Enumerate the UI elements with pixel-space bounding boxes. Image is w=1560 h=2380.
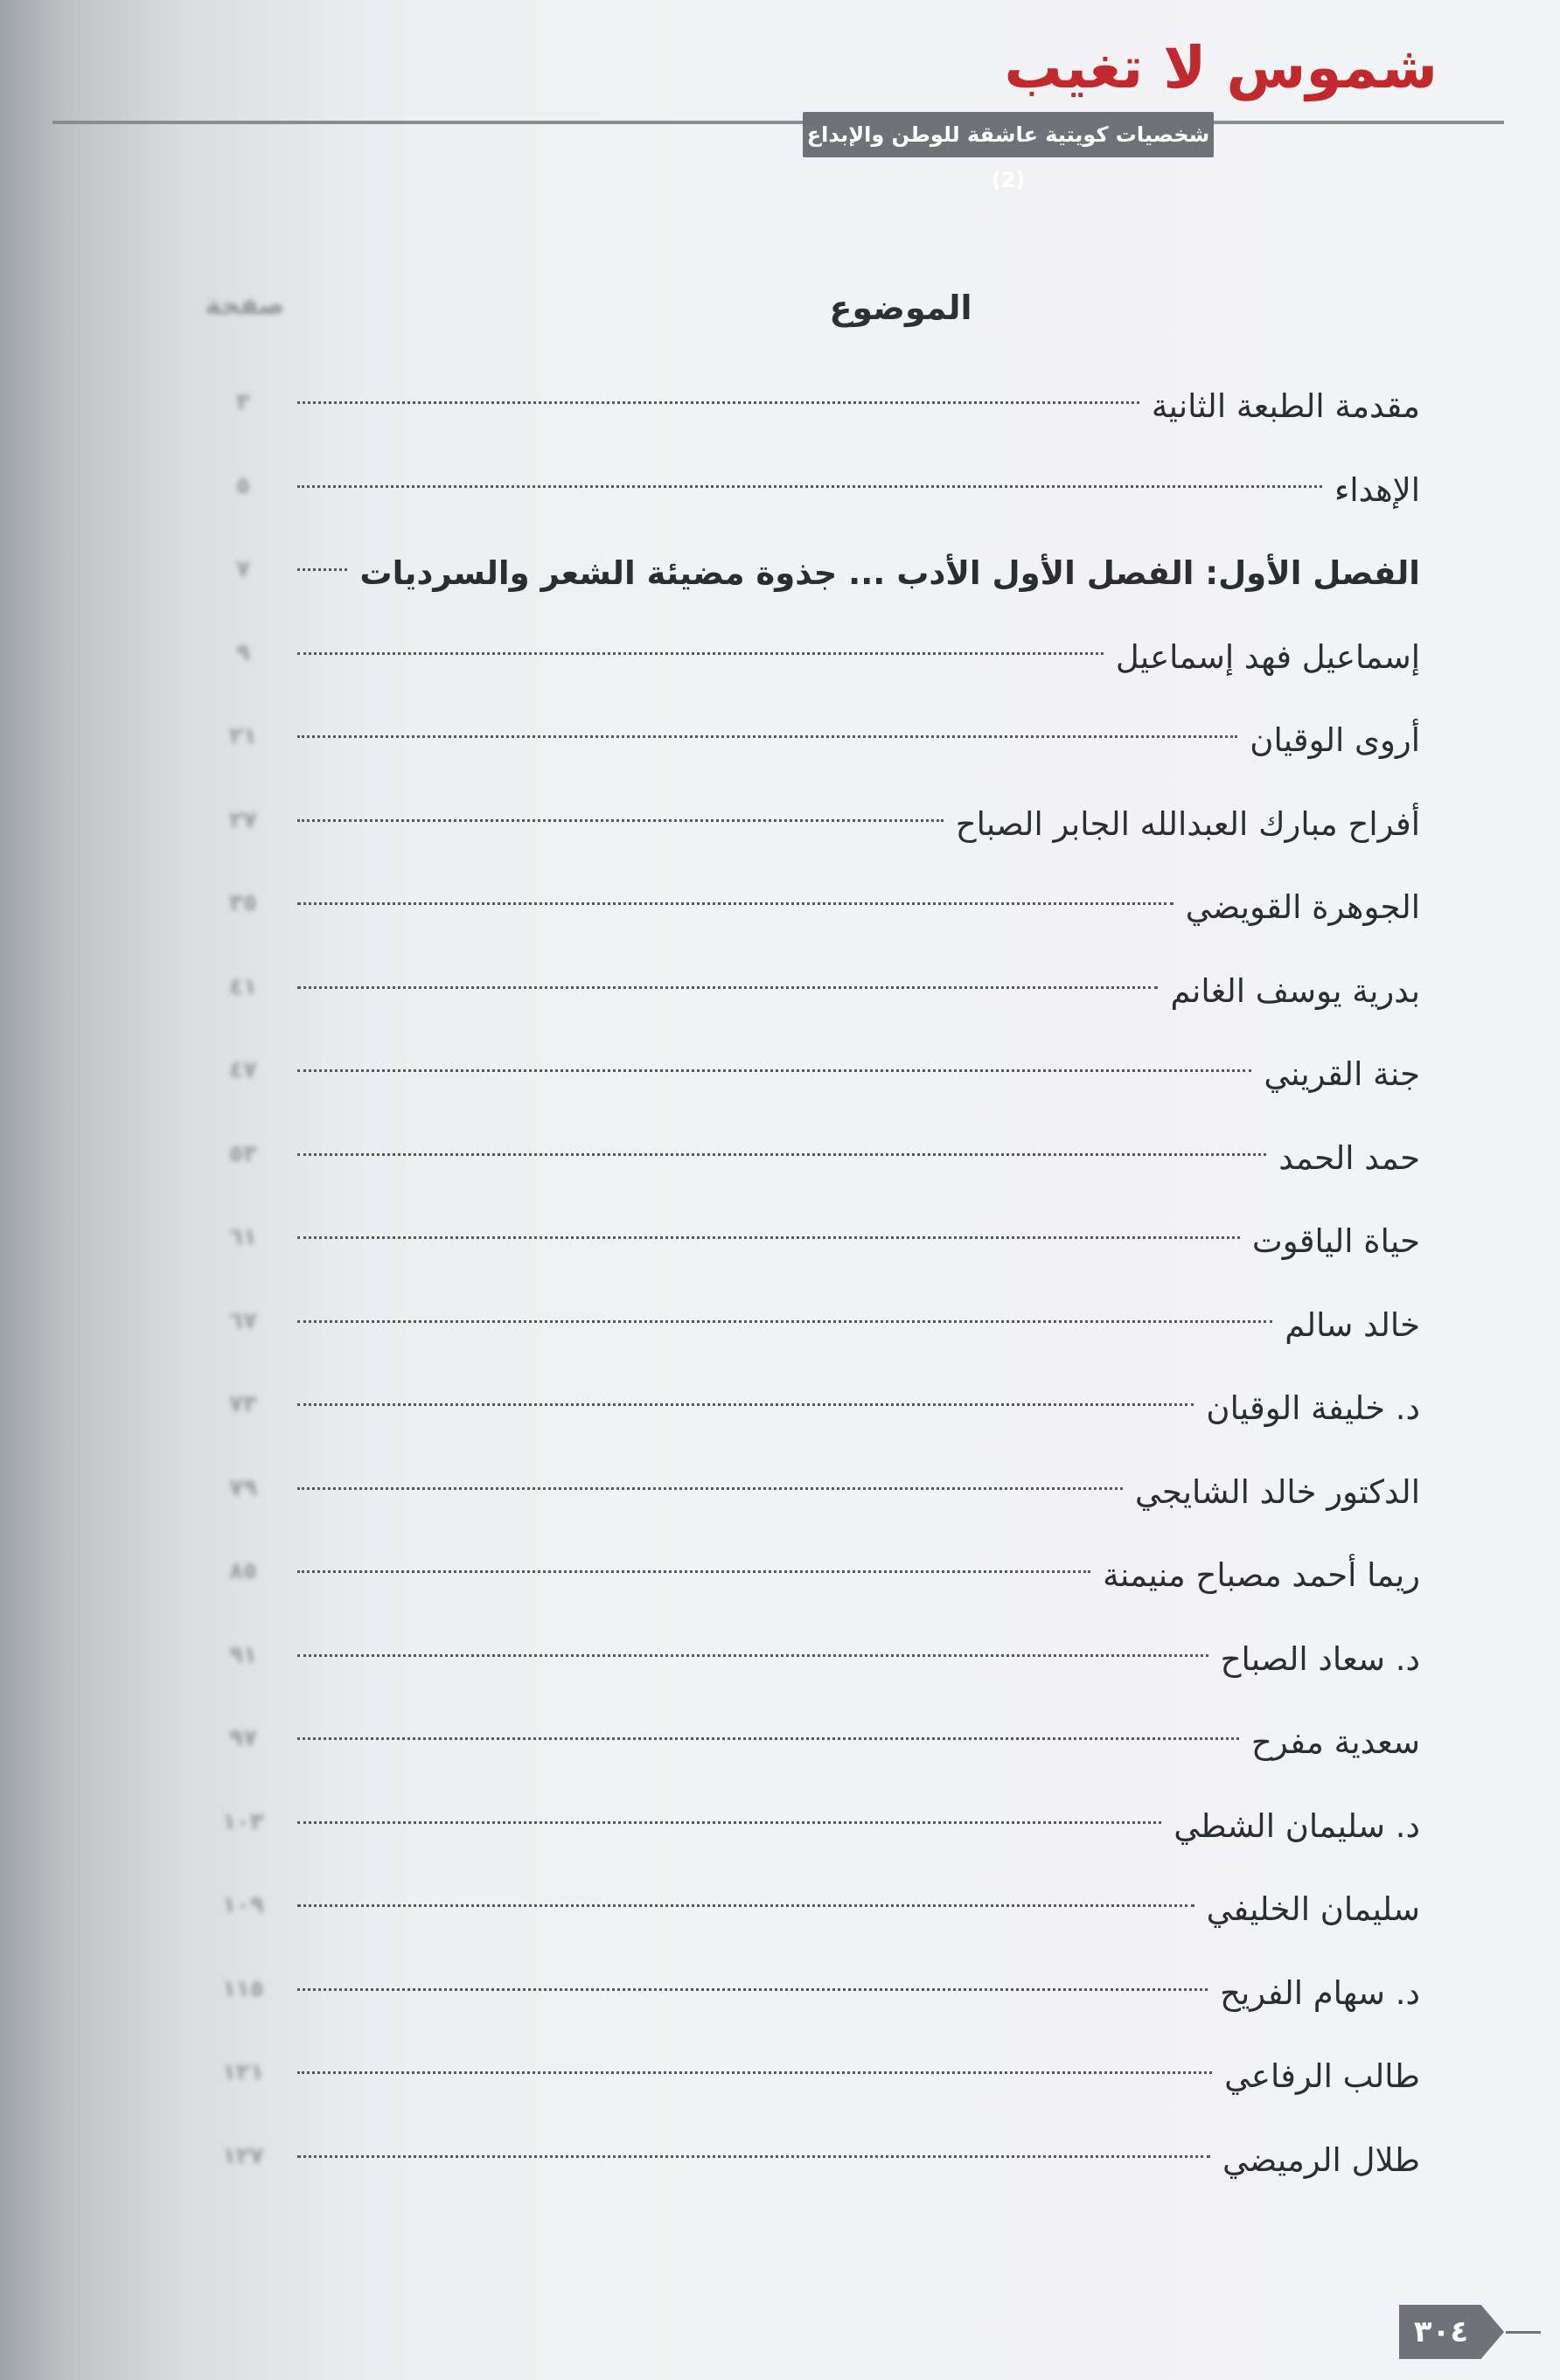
toc-row [0,1541,1560,1625]
toc-page-number: ١٢١ [222,2059,264,2085]
toc-entry-title: الإهداء [1334,470,1420,509]
toc-row [0,2126,1560,2210]
toc-page-number: ٤١ [229,973,257,1000]
toc-row [0,1124,1560,1207]
toc-leader-dots [297,401,1139,404]
toc-row [0,623,1560,706]
toc-leader-dots [297,902,1173,905]
toc-row [0,1708,1560,1792]
toc-leader-dots [297,1654,1208,1657]
toc-leader-dots [297,568,347,571]
toc-entry-title: طلال الرميضي [1222,2140,1420,2179]
toc-entry-title: خالد سالم [1285,1305,1420,1344]
toc-entry-title: جنة القريني [1264,1055,1420,1093]
toc-page-number: ٤٧ [229,1057,257,1083]
toc-page-number: ٢٧ [229,806,257,833]
toc-entry-title: حياة الياقوت [1251,1222,1420,1260]
toc-entry-title: سليمان الخليفي [1206,1890,1420,1928]
toc-chapter-title: الفصل الأول: الفصل الأول الأدب ... جذوة مضيئة الشعر والسرديات [359,554,1420,592]
toc-leader-dots [297,735,1237,738]
toc-row [0,873,1560,957]
toc-entry-title: مقدمة الطبعة الثانية [1151,387,1420,425]
toc-entry-title: بدرية يوسف الغانم [1170,971,1420,1010]
toc-entry-title: إسماعيل فهد إسماعيل [1115,637,1420,676]
toc-page-number: ٧ [236,556,250,582]
toc-row [0,957,1560,1040]
toc-leader-dots [297,1153,1266,1156]
toc-row [0,1458,1560,1541]
toc-entry-title: د. سعاد الصباح [1220,1639,1420,1678]
toc-page-number: ٧٣ [229,1391,257,1417]
toc-leader-dots [297,1821,1161,1824]
toc-entry-title: طالب الرفاعي [1224,2057,1420,2095]
toc-row [0,372,1560,456]
toc-row [0,1291,1560,1374]
toc-row [0,1625,1560,1708]
toc-leader-dots [297,2155,1210,2158]
toc-entry-title: حمد الحمد [1278,1138,1420,1177]
toc-page-number: ٥٣ [229,1140,257,1167]
table-of-contents [0,372,1560,2209]
toc-leader-dots [297,2071,1212,2074]
toc-entry-title: د. سهام الفريح [1220,1973,1420,2012]
toc-page-number: ٣ [236,389,250,415]
toc-row [0,706,1560,790]
toc-row [0,1959,1560,2042]
toc-row [0,1207,1560,1291]
toc-row [0,456,1560,539]
toc-page-number: ١٢٧ [222,2142,264,2169]
toc-entry-title: الجوهرة القويضي [1185,888,1420,926]
toc-entry-title: ريما أحمد مصباح منيمنة [1103,1556,1420,1594]
toc-leader-dots [297,1904,1194,1907]
toc-leader-dots [297,1737,1239,1740]
toc-leader-dots [297,652,1104,655]
toc-entry-title: أروى الوقيان [1250,721,1420,759]
toc-leader-dots [297,1487,1123,1490]
toc-page-number: ١١٥ [222,1975,264,2002]
toc-page-number: ٥ [236,472,250,499]
toc-page-number: ١٠٩ [222,1892,264,1918]
toc-entry-title: الدكتور خالد الشايجي [1135,1472,1420,1511]
toc-row [0,1374,1560,1458]
toc-leader-dots [297,819,944,822]
toc-leader-dots [297,1988,1208,1991]
header-rule [52,121,1504,124]
toc-page-number: ٦١ [229,1224,257,1250]
toc-leader-dots [297,1236,1240,1239]
book-subtitle: شخصيات كويتية عاشقة للوطن والإبداع (2) [803,112,1214,157]
book-title: شموس لا تغيب [1004,34,1438,101]
toc-row [0,2042,1560,2126]
toc-page-number: ١٠٣ [222,1808,264,1835]
toc-page-number: ٩ [236,639,250,666]
toc-leader-dots [297,1069,1251,1072]
toc-row [0,790,1560,873]
toc-row [0,1792,1560,1875]
toc-leader-dots [297,1570,1090,1573]
toc-leader-dots [297,1320,1272,1323]
toc-leader-dots [297,986,1158,989]
toc-page-number: ٧٩ [229,1474,257,1501]
toc-page-number: ٦٧ [229,1307,257,1334]
page-number-badge [1399,2305,1504,2359]
page-column-heading: صفحة [205,290,285,321]
toc-entry-title: د. خليفة الوقيان [1206,1389,1420,1427]
toc-leader-dots [297,1403,1194,1406]
toc-leader-dots [297,485,1322,488]
toc-entry-title: أفراح مبارك العبدالله الجابر الصباح [955,804,1420,843]
toc-page-number: ٣٥ [229,890,257,916]
toc-page-number: ٩٧ [229,1725,257,1751]
toc-row [0,1875,1560,1959]
toc-row [0,1040,1560,1124]
toc-row [0,539,1560,623]
page-number: ٣٠٤ [1413,2314,1469,2349]
toc-page-number: ٩١ [229,1641,257,1668]
subject-column-heading: الموضوع [829,289,972,327]
toc-page-number: ٨٥ [229,1558,257,1584]
page-badge-rule [1506,2331,1541,2334]
toc-entry-title: سعدية مفرح [1250,1723,1420,1761]
toc-page-number: ٢١ [229,723,257,749]
toc-entry-title: د. سليمان الشطي [1173,1806,1420,1845]
